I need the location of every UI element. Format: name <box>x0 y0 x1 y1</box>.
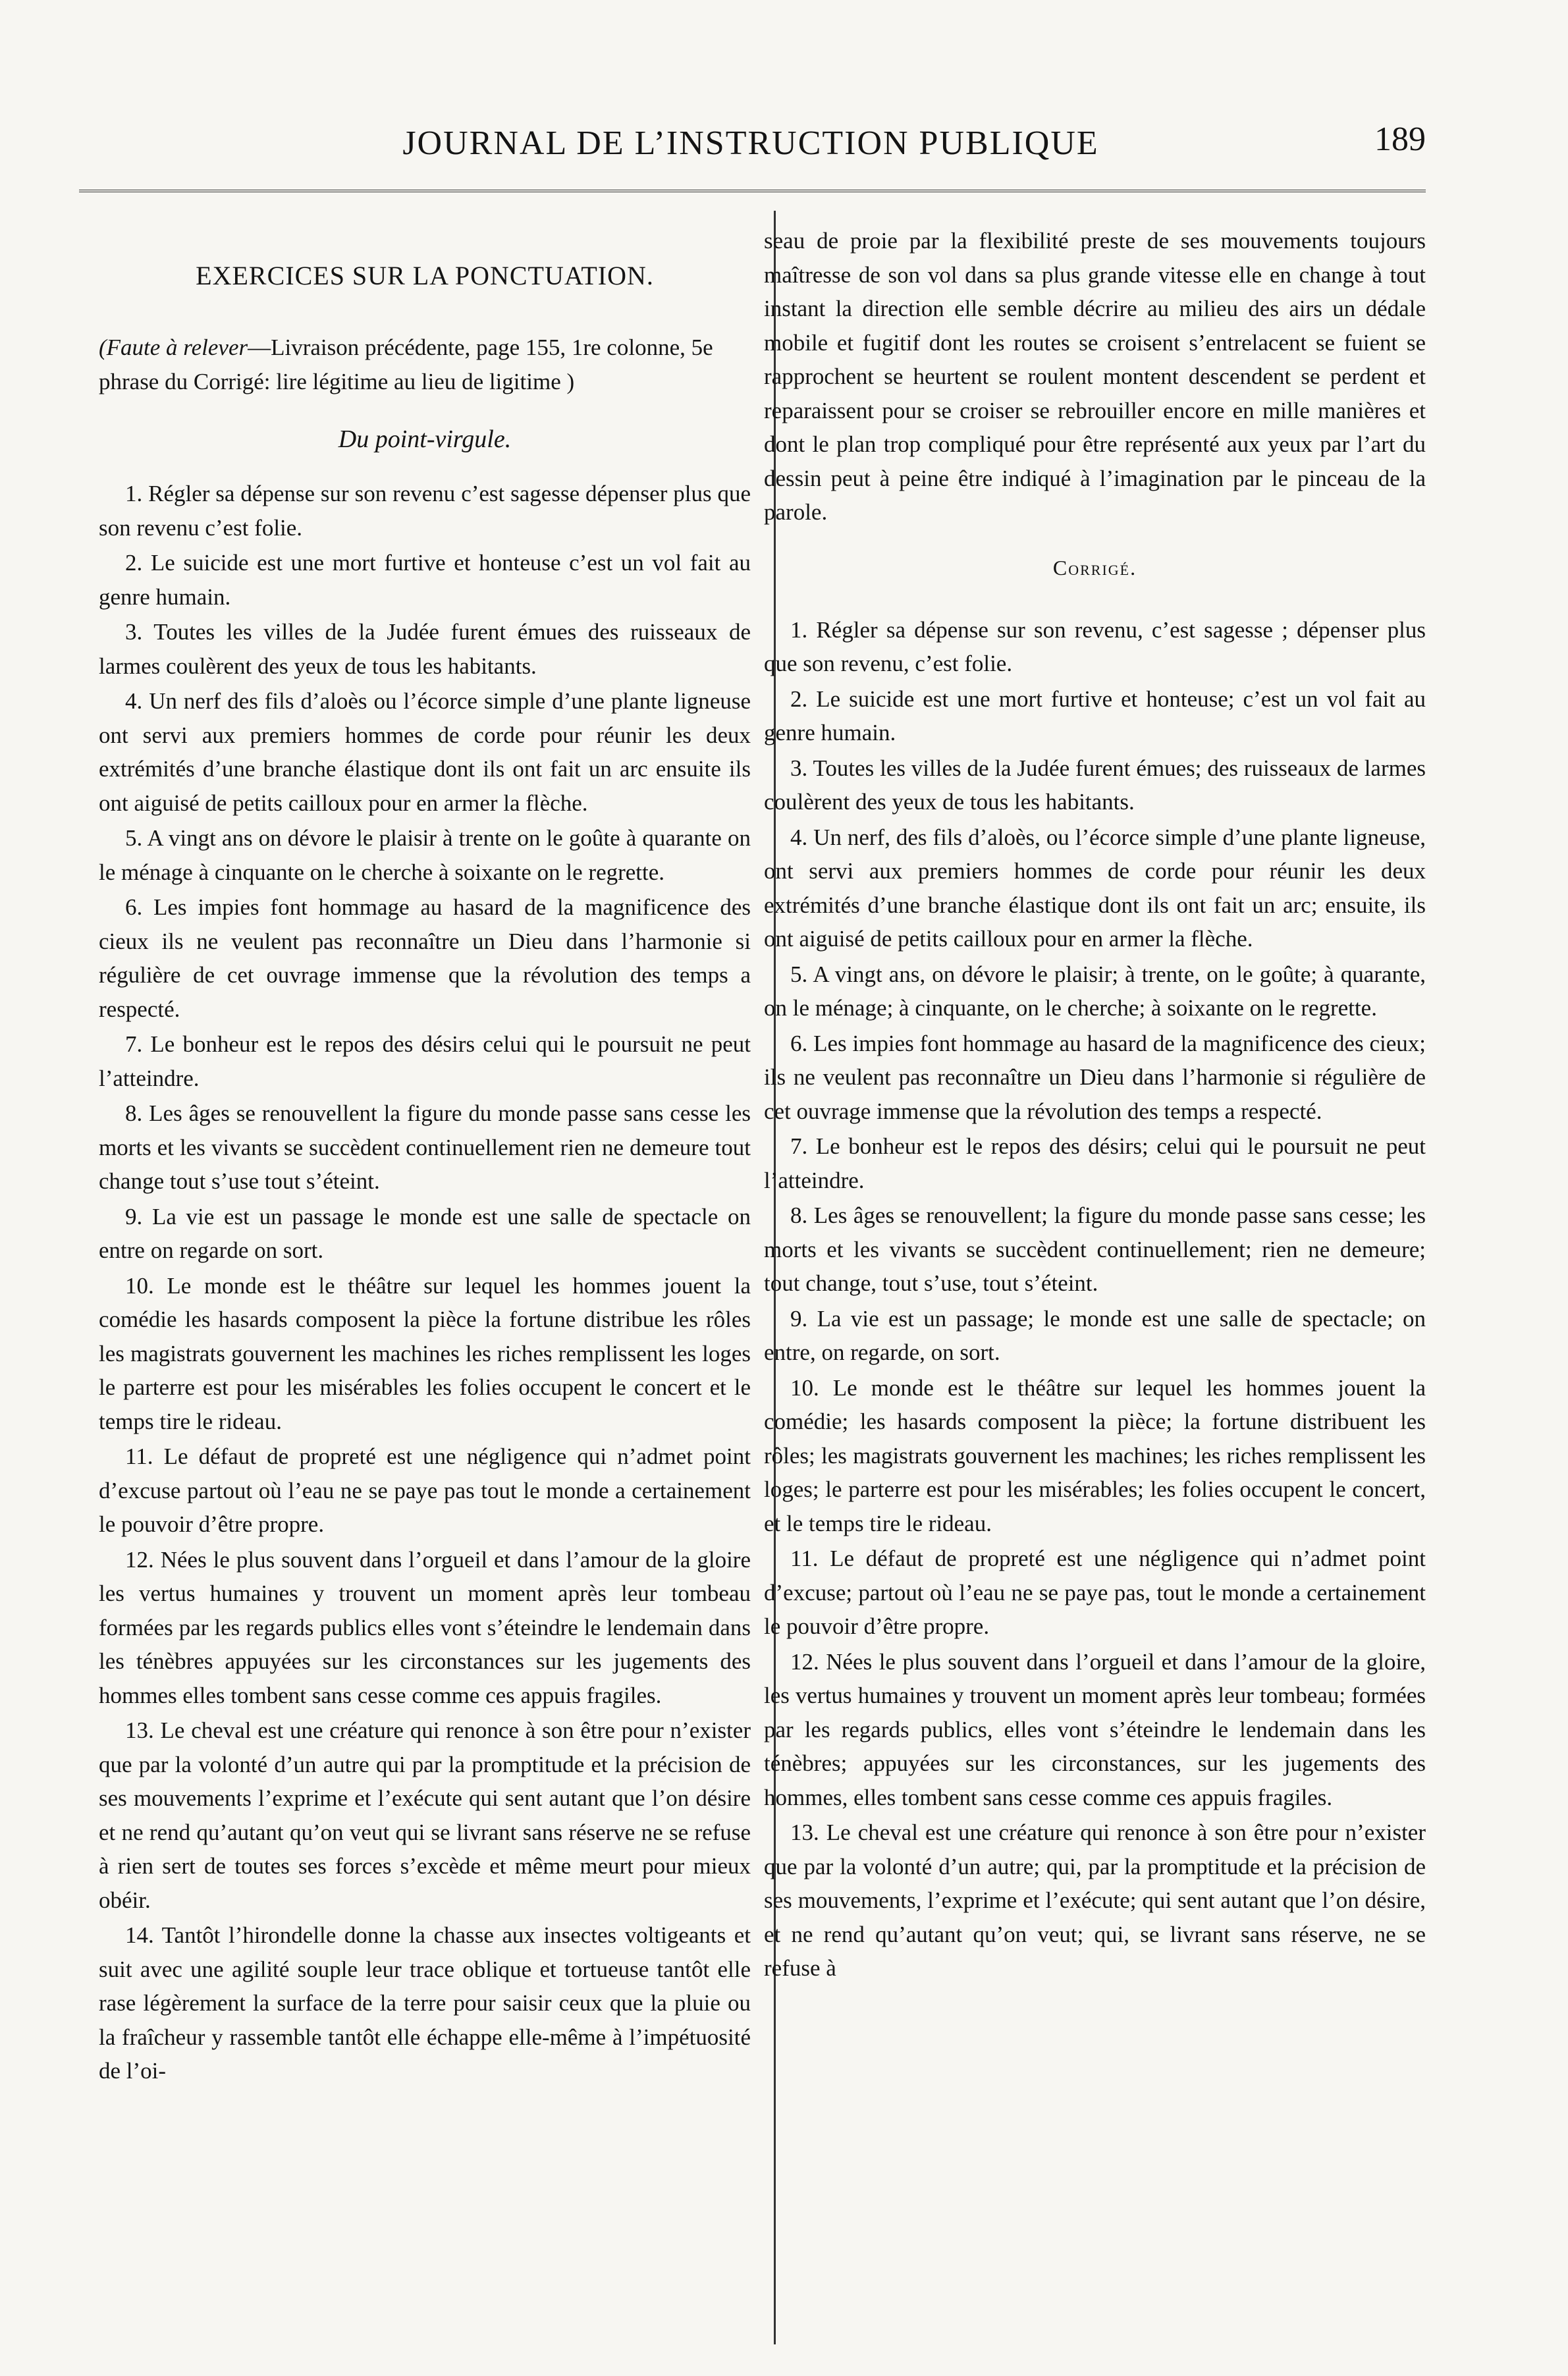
page-number: 189 <box>1374 121 1426 158</box>
page-header <box>76 112 1426 171</box>
section-title: EXERCICES SUR LA PONCTUATION. <box>196 261 654 290</box>
exercise-item: 10. Le monde est le théâtre sur lequel les hommes jouent la comédie les hasards composent la pièce la fortune distribue les rôles les magistrats gouvernent les machines les riches remplissent les loges le parterre est pour les misérables les folies occupent le concert et le temps tire le rideau. <box>99 1272 751 1434</box>
correction-item: 11. Le défaut de propreté est une négligence qui n’admet point d’excuse; partout où l’eau ne se paye pas, tout le monde a certainement le pouvoir d’être propre. <box>764 1546 1426 1639</box>
exercise-item: 9. La vie est un passage le monde est une salle de spectacle on entre on regarde on sort. <box>99 1203 751 1263</box>
correction-item: 5. A vingt ans, on dévore le plaisir; à trente, on le goûte; à quarante, on le ménage; à cinquante, on le cherche; à soixante on le regrette. <box>764 961 1426 1021</box>
correction-item: 12. Nées le plus souvent dans l’orgueil et dans l’amour de la gloire, les vertus humaines y trouvent un moment après leur tombeau; formées par les regards publics, elles vont s’éteindre le lendemain dans les ténèbres; appuyées sur les circonstances, sur les jugements des hommes, elles tombent sans cesse comme ces appuis fragiles. <box>764 1648 1426 1810</box>
correction-item: 2. Le suicide est une mort furtive et honteuse; c’est un vol fait au genre humain. <box>764 686 1426 745</box>
subsection-title: Du point-virgule. <box>338 425 512 453</box>
exercise-item: 4. Un nerf des fils d’aloès ou l’écorce simple d’une plante ligneuse ont servi aux premiers hommes de corde pour réunir les deux extrémités d’une branche élastique dont ils ont fait un arc ensuite ils ont aiguisé de petits cailloux pour en armer la flèche. <box>99 688 751 816</box>
correction-item: 8. Les âges se renouvellent; la figure du monde passe sans cesse; les morts et les vivants se succèdent continuellement; rien ne demeure; tout change, tout s’use, tout s’éteint. <box>764 1202 1426 1296</box>
exercise-item: 13. Le cheval est une créature qui renonce à son être pour n’exister que par la volonté d’un autre qui par la promptitude et la précision de ses mouvements l’exprime et l’exécute qui sent autant que l’on désire et ne rend qu’autant qu’on veut qui se livrant sans réserve ne se refuse à rien sert de toutes ses forces s’excède et même meurt pour mieux obéir. <box>99 1717 751 1913</box>
exercise-item: 6. Les impies font hommage au hasard de la magnificence des cieux ils ne veulent pas reconnaître un Dieu dans l’harmonie si régulière de cet ouvrage immense que la révolution des temps a respecté. <box>99 894 751 1022</box>
exercise-item: 12. Nées le plus souvent dans l’orgueil et dans l’amour de la gloire les vertus humaines y trouvent un moment après leur tombeau formées par les regards publics elles vont s’éteindre le lendemain dans les ténèbres appuyées sur les circonstances sur les jugements des hommes elles tombent sans cesse comme ces appuis fragiles. <box>99 1546 751 1708</box>
continuation-paragraph: seau de proie par la flexibilité preste de ses mouvements toujours maîtresse de son vol dans sa plus grande vitesse elle en change à tout instant la direction elle semble décrire au milieu des airs un dédale mobile et fugitif dont les routes se croisent s’entrelacent se fuient se rapprochent se heurtent se roulent montent descendent se perdent et reparaissent pour se croiser se rebrouiller encore en mille manières et dont le plan trop compliqué pour être représenté aux yeux par l’art du dessin peut à peine être indiqué à l’imagination par le pinceau de la parole. <box>764 228 1426 525</box>
correction-item: 1. Régler sa dépense sur son revenu, c’est sagesse ; dépenser plus que son revenu, c’est folie. <box>764 616 1426 676</box>
exercise-item: 11. Le défaut de propreté est une négligence qui n’admet point d’excuse partout où l’eau ne se paye pas tout le monde a certainement le pouvoir d’être propre. <box>99 1444 751 1537</box>
correction-item: 4. Un nerf, des fils d’aloès, ou l’écorce simple d’une plante ligneuse, ont servi aux premiers hommes de corde pour réunir les deux extrémités d’une branche élastique dont ils ont fait un arc; ensuite, ils ont aiguisé de petits cailloux pour en armer la flèche. <box>764 824 1426 952</box>
right-column <box>764 224 1426 1987</box>
exercise-item: 2. Le suicide est une mort furtive et honteuse c’est un vol fait au genre humain. <box>99 550 751 610</box>
correction-item: 7. Le bonheur est le repos des désirs; celui qui le poursuit ne peut l’atteindre. <box>764 1133 1426 1193</box>
exercise-item: 14. Tantôt l’hirondelle donne la chasse aux insectes voltigeants et suit avec une agilité souple leur trace oblique et tortueuse tantôt elle rase légèrement la surface de la terre pour saisir ceux que la pluie ou la fraîcheur y rassemble tantôt elle échappe elle-même à l’impétuosité de l’oi- <box>99 1922 751 2084</box>
left-column <box>99 224 751 2090</box>
correction-item: 9. La vie est un passage; le monde est une salle de spectacle; on entre, on regarde, on sort. <box>764 1305 1426 1365</box>
running-title: JOURNAL DE L’INSTRUCTION PUBLIQUE <box>402 124 1099 162</box>
correction-item: 13. Le cheval est une créature qui renonce à son être pour n’exister que par la volonté d’un autre; qui, par la promptitude et la précision de ses mouvements, l’exprime et l’exécute; qui sent autant que l’on désire, et ne rend qu’autant qu’on veut; qui, se livrant sans réserve, ne se refuse à <box>764 1820 1426 1981</box>
exercise-item: 1. Régler sa dépense sur son revenu c’est sagesse dépenser plus que son revenu c’est folie. <box>99 481 751 541</box>
exercise-item: 7. Le bonheur est le repos des désirs celui qui le poursuit ne peut l’atteindre. <box>99 1031 751 1091</box>
corrige-title: Corrigé. <box>1052 555 1137 580</box>
erratum-note <box>99 331 751 398</box>
correction-item: 3. Toutes les villes de la Judée furent émues; des ruisseaux de larmes coulèrent des yeux de tous les habitants. <box>764 755 1426 815</box>
exercise-item: 8. Les âges se renouvellent la figure du monde passe sans cesse les morts et les vivants se succèdent continuellement rien ne demeure tout change tout s’use tout s’éteint. <box>99 1100 751 1194</box>
erratum-text: —Livraison précédente, page 155, 1re colonne, 5e phrase du Corrigé: lire légitime au lieu de ligitime ) <box>99 335 713 394</box>
exercise-item: 5. A vingt ans on dévore le plaisir à trente on le goûte à quarante on le ménage à cinquante on le cherche à soixante on le regrette. <box>99 825 751 885</box>
erratum-label: (Faute à relever <box>99 335 248 360</box>
exercise-item: 3. Toutes les villes de la Judée furent émues des ruisseaux de larmes coulèrent des yeux de tous les habitants. <box>99 619 751 679</box>
correction-item: 6. Les impies font hommage au hasard de la magnificence des cieux; ils ne veulent pas reconnaître un Dieu dans l’harmonie si régulière de cet ouvrage immense que la révolution des temps a respecté. <box>764 1030 1426 1124</box>
header-rule <box>79 190 1426 196</box>
correction-item: 10. Le monde est le théâtre sur lequel les hommes jouent la comédie; les hasards composent la pièce; la fortune distribuent les rôles; les magistrats gouvernent les machines; les riches remplissent les loges; le parterre est pour les misérables; les folies occupent le concert, et le temps tire le rideau. <box>764 1374 1426 1536</box>
